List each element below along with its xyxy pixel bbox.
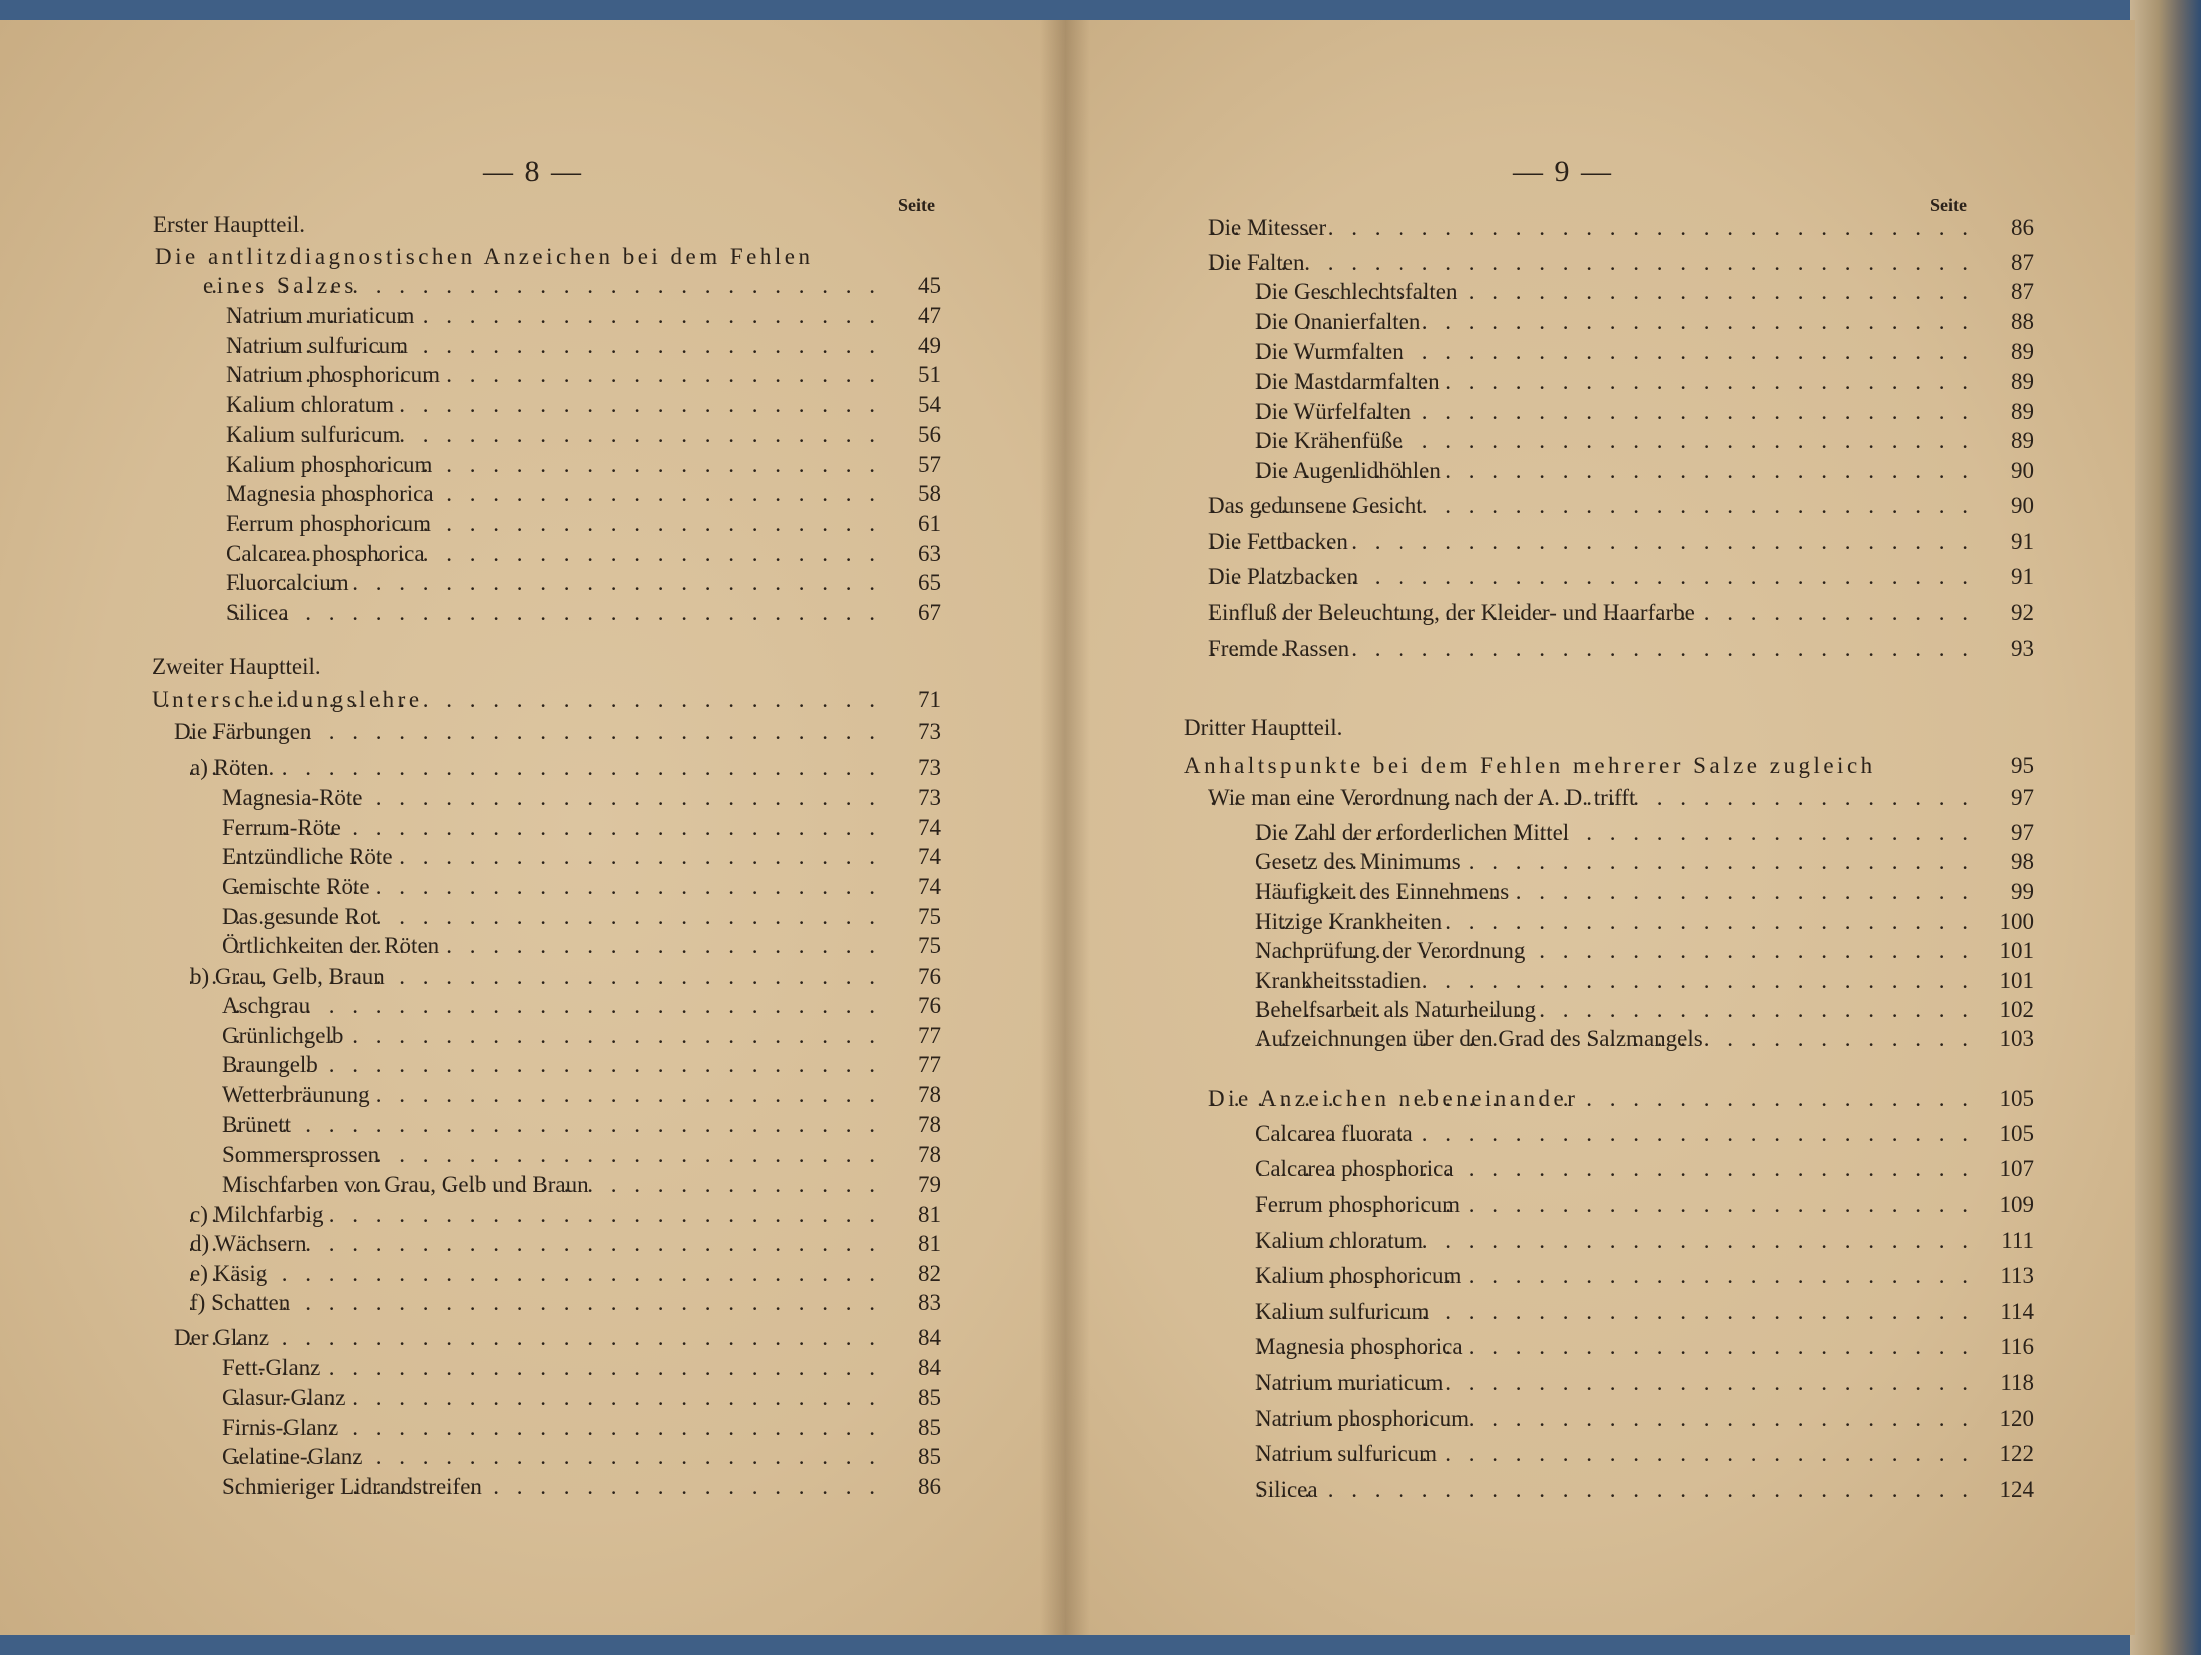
part-heading: Zweiter Hauptteil. [152, 654, 321, 679]
toc-entry-page: 111 [2001, 1228, 2034, 1253]
toc-entry-title: Aschgrau [222, 993, 311, 1018]
toc-entry-page: 90 [2011, 493, 2034, 518]
toc-entry-title: Kalium sulfuricum [1255, 1299, 1430, 1324]
toc-entry-page: 58 [918, 481, 941, 507]
toc-entry [226, 509, 941, 539]
toc-entry-page: 84 [918, 1325, 941, 1350]
toc-entry: Anhaltspunkte bei dem Fehlen mehrerer Salze zugleich 95 [1184, 753, 2034, 778]
toc-entry [1255, 397, 2034, 427]
right-page [1065, 20, 2135, 1635]
toc-entry-title: Hitzige Krankheiten [1255, 909, 1443, 934]
toc-entry [190, 1200, 941, 1230]
toc-entry-page: 109 [1999, 1192, 2034, 1217]
toc-entry-page: 91 [2011, 529, 2034, 554]
toc-entry-page: 57 [918, 451, 941, 477]
part-heading: Erster Hauptteil. [153, 212, 306, 237]
toc-entry [1255, 426, 2034, 456]
toc-entry-title: d) Wächsern [190, 1231, 307, 1256]
toc-entry [222, 1442, 941, 1472]
toc-entry-page: 63 [918, 540, 941, 566]
toc-entry-page: 86 [2011, 215, 2034, 240]
toc-entry-page: 75 [918, 933, 941, 958]
toc-entry-page: 54 [918, 392, 941, 418]
toc-entry: . . . eines Salzes 45 [203, 271, 941, 301]
toc-entry-title: Die Würfelfalten [1255, 399, 1412, 424]
toc-entry-page: 56 [918, 421, 941, 447]
toc-entry-page: 73 [918, 755, 941, 780]
toc-entry-title: Magnesia phosphorica [226, 481, 434, 507]
toc-entry-page: 49 [918, 332, 941, 358]
toc-entry-title: Firnis-Glanz [222, 1415, 339, 1440]
book-edge [2130, 0, 2201, 1655]
toc-entry [1255, 847, 2034, 877]
toc-entry-page: 77 [918, 1023, 941, 1048]
toc-entry-title: Calcarea phosphorica [226, 540, 425, 566]
toc-entry [190, 1288, 941, 1318]
toc-entry-page: 73 [918, 785, 941, 810]
toc-entry-page: 116 [2000, 1334, 2034, 1359]
toc-entry-title: Entzündliche Röte [222, 844, 393, 869]
left-page [0, 20, 1065, 1635]
toc-entry [190, 753, 941, 783]
toc-entry-title: Kalium phosphoricum [1255, 1263, 1462, 1288]
toc-entry-title: Die Augenlidhöhlen [1255, 458, 1441, 483]
toc-entry [222, 1110, 941, 1140]
book-gutter [1040, 20, 1090, 1635]
toc-entry [222, 1080, 941, 1110]
toc-entry-title: Örtlichkeiten der Röten [222, 933, 440, 958]
toc-entry [222, 1050, 941, 1080]
toc-entry [222, 842, 941, 872]
toc-entry [1208, 634, 2034, 664]
page-number: — 9 — [1513, 155, 1613, 188]
toc-entry-title: a) Röten. [190, 755, 275, 780]
toc-entry [1255, 966, 2034, 996]
toc-entry-page: 81 [918, 1202, 941, 1227]
toc-entry-page: 87 [2011, 279, 2034, 304]
toc-entry-title: Krankheitsstadien [1255, 968, 1422, 993]
toc-entry [222, 783, 941, 813]
toc-entry [1255, 1332, 2034, 1362]
toc-entry [1255, 1261, 2034, 1291]
toc-entry-page: 89 [2011, 369, 2034, 394]
toc-entry-title: Magnesia-Röte [222, 785, 363, 810]
toc-entry-title: Kalium chloratum [226, 392, 394, 418]
toc-entry-page: 74 [918, 815, 941, 840]
toc-entry [1255, 1024, 2034, 1054]
toc-entry-title: Die Onanierfalten [1255, 309, 1421, 334]
seite-label: Seite [898, 195, 935, 215]
toc-entry-page: 76 [918, 964, 941, 989]
toc-entry-page: 73 [918, 719, 941, 744]
toc-entry-page: 102 [1999, 997, 2034, 1022]
toc-entry-title: Gemischte Röte [222, 874, 370, 899]
toc-entry [1255, 307, 2034, 337]
toc-entry-page: 74 [918, 874, 941, 899]
toc-entry-page: 107 [1999, 1156, 2034, 1181]
page-number: — 8 — [483, 155, 583, 188]
toc-entry [1255, 995, 2034, 1025]
toc-entry [1255, 1154, 2034, 1184]
toc-entry-page: 88 [2011, 309, 2034, 334]
toc-entry [1208, 248, 2034, 278]
toc-entry-page: 92 [2011, 600, 2034, 625]
toc-entry-page: 82 [918, 1261, 941, 1286]
toc-entry-page: 85 [918, 1444, 941, 1469]
toc-entry-title: Die Zahl der erforderlichen Mittel [1255, 820, 1570, 845]
toc-entry: . . . Die Anzeichen nebeneinander 105 [1208, 1084, 2034, 1114]
toc-entry [1208, 527, 2034, 557]
toc-entry-title: Fremde Rassen [1208, 636, 1350, 661]
toc-entry [222, 1383, 941, 1413]
toc-entry-title: Natrium phosphoricum [1255, 1406, 1469, 1431]
toc-entry-title: Der Glanz [174, 1325, 270, 1350]
toc-entry-title: Sommersprossen [222, 1142, 380, 1167]
toc-entry-title: Behelfsarbeit als Naturheilung [1255, 997, 1537, 1022]
toc-entry-page: 78 [918, 1112, 941, 1137]
toc-entry [222, 902, 941, 932]
toc-entry-page: 101 [1999, 968, 2034, 993]
toc-entry-title: Gesetz des Minimums [1255, 849, 1461, 874]
toc-entry-page: 120 [1999, 1406, 2034, 1431]
toc-entry [1208, 213, 2034, 243]
toc-entry [1208, 598, 2034, 628]
toc-entry-title: Nachprüfung der Verordnung [1255, 938, 1526, 963]
toc-entry [190, 962, 941, 992]
toc-entry [226, 539, 941, 569]
toc-entry [222, 872, 941, 902]
toc-entry-title: Die Mitesser [1208, 215, 1327, 240]
toc-entry [222, 1353, 941, 1383]
toc-entry-page: 98 [2011, 849, 2034, 874]
toc-entry [190, 1229, 941, 1259]
toc-entry-title: Brünett [222, 1112, 291, 1137]
toc-entry [226, 390, 941, 420]
toc-entry-title: Häufigkeit des Einnehmens [1255, 879, 1510, 904]
toc-entry [1255, 1368, 2034, 1398]
toc-entry-page: 85 [918, 1385, 941, 1410]
toc-entry-page: 51 [918, 362, 941, 388]
toc-entry-title: Ferrum-Röte [222, 815, 341, 840]
toc-entry-page: 77 [918, 1052, 941, 1077]
toc-entry-page: 103 [1999, 1026, 2034, 1051]
toc-entry-page: 74 [918, 844, 941, 869]
toc-entry-page: 76 [918, 993, 941, 1018]
toc-entry [1255, 1190, 2034, 1220]
toc-entry [1208, 562, 2034, 592]
toc-entry-title: Natrium phosphoricum [226, 362, 440, 388]
toc-entry-title: Magnesia phosphorica [1255, 1334, 1463, 1359]
toc-entry [222, 1140, 941, 1170]
toc-entry [1255, 1119, 2034, 1149]
toc-entry-title: Natrium sulfuricum [1255, 1441, 1438, 1466]
toc-entry-title: Natrium muriaticum [1255, 1370, 1444, 1395]
toc-entry-page: 100 [1999, 909, 2034, 934]
toc-entry [1255, 936, 2034, 966]
toc-entry [222, 991, 941, 1021]
toc-entry [1255, 277, 2034, 307]
toc-entry [174, 717, 941, 747]
toc-entry-page: 105 [1999, 1121, 2034, 1146]
toc-entry [226, 568, 941, 598]
toc-entry-title: Die Färbungen [174, 719, 312, 744]
toc-entry [1255, 456, 2034, 486]
toc-entry [226, 598, 941, 628]
toc-entry-title: Wetterbräunung [222, 1082, 370, 1107]
toc-entry [222, 931, 941, 961]
toc-entry-page: 67 [918, 600, 941, 625]
toc-entry-title: Die Fettbacken [1208, 529, 1348, 554]
toc-entry-title: Das gedunsene Gesicht [1208, 493, 1423, 518]
toc-entry-title: Wie man eine Verordnung nach der A. D. trifft [1208, 785, 1636, 810]
toc-entry [1255, 337, 2034, 367]
toc-entry-page: 75 [918, 904, 941, 929]
toc-entry-page: 124 [1999, 1477, 2034, 1502]
toc-entry [226, 360, 941, 390]
toc-entry [1255, 818, 2034, 848]
toc-entry-title: Glasur-Glanz [222, 1385, 346, 1410]
toc-entry-page: 89 [2011, 399, 2034, 424]
toc-entry-page: 114 [2000, 1299, 2034, 1324]
toc-entry-page: 61 [918, 510, 941, 536]
toc-entry-page: 113 [2000, 1263, 2034, 1288]
toc-entry-page: 79 [918, 1172, 941, 1197]
toc-entry-title: Die Falten [1208, 250, 1305, 275]
toc-entry-title: c) Milchfarbig [190, 1202, 324, 1227]
toc-entry-title: Die Wurmfalten [1255, 339, 1404, 364]
toc-entry [1255, 1439, 2034, 1469]
toc-entry-title: Calcarea fluorata [1255, 1121, 1413, 1146]
toc-entry-title: Die Mastdarmfalten [1255, 369, 1440, 394]
toc-entry-title: Ferrum phosphoricum [226, 510, 432, 536]
part-heading: Dritter Hauptteil. [1184, 715, 1343, 740]
toc-entry [190, 1259, 941, 1289]
toc-entry [222, 1472, 941, 1502]
toc-entry [222, 813, 941, 843]
toc-entry-title: Kalium sulfuricum [226, 421, 401, 447]
toc-entry [1255, 877, 2034, 907]
toc-entry-title: Gelatine-Glanz [222, 1444, 363, 1469]
toc-entry [1255, 1226, 2034, 1256]
toc-entry-title: f) Schatten [190, 1290, 291, 1315]
toc-entry-title: Mischfarben von Grau, Gelb und Braun [222, 1172, 589, 1197]
toc-entry-page: 47 [918, 303, 941, 328]
toc-entry-title: Fluorcalcium [226, 570, 349, 596]
toc-entry-page: 86 [918, 1474, 941, 1499]
toc-entry-page: 93 [2011, 636, 2034, 661]
toc-entry-page: 78 [918, 1082, 941, 1107]
toc-entry-page: 89 [2011, 339, 2034, 364]
toc-entry [222, 1021, 941, 1051]
toc-entry-title: Ferrum phosphoricum [1255, 1192, 1461, 1217]
toc-entry-title: Die Krähenfüße [1255, 428, 1403, 453]
toc-entry-title: Einfluß der Beleuchtung, der Kleider- und Haarfarbe [1208, 600, 1695, 625]
toc-entry [226, 301, 941, 331]
toc-entry-page: 91 [2011, 564, 2034, 589]
toc-entry [1255, 1404, 2034, 1434]
toc-entry-page: 118 [2000, 1370, 2034, 1395]
toc-entry [226, 331, 941, 361]
toc-entry [1208, 783, 2034, 813]
toc-entry [222, 1170, 941, 1200]
toc-entry-title: b) Grau, Gelb, Braun [190, 964, 385, 989]
toc-entry-page: 87 [2011, 250, 2034, 275]
part-title: Die antlitzdiagnostischen Anzeichen bei dem Fehlen [155, 244, 814, 269]
toc-entry-page: 85 [918, 1415, 941, 1440]
toc-entry-title: Das gesunde Rot [222, 904, 378, 929]
toc-entry [1208, 491, 2034, 521]
toc-entry-title: Kalium chloratum [1255, 1228, 1423, 1253]
seite-label: Seite [1930, 195, 1967, 215]
toc-entry-page: 84 [918, 1355, 941, 1380]
toc-entry-page: 81 [918, 1231, 941, 1256]
toc-entry-page: 90 [2011, 458, 2034, 483]
toc-entry-page: 97 [2011, 820, 2034, 845]
toc-entry-title: Kalium phosphoricum [226, 451, 433, 477]
toc-entry-title: Die Geschlechtsfalten [1255, 279, 1458, 304]
toc-entry [1255, 1297, 2034, 1327]
toc-entry [226, 479, 941, 509]
toc-entry-page: 101 [1999, 938, 2034, 963]
toc-entry-page: 122 [1999, 1441, 2034, 1466]
toc-entry-title: e) Käsig [190, 1261, 268, 1286]
toc-entry-page: 83 [918, 1290, 941, 1315]
toc-entry-title: Grünlichgelb [222, 1023, 344, 1048]
toc-entry-title: Braungelb [222, 1052, 318, 1077]
toc-entry-title: Natrium muriaticum [226, 303, 415, 328]
toc-entry [174, 1323, 941, 1353]
toc-entry [1255, 1475, 2034, 1505]
toc-entry-page: 65 [918, 570, 941, 596]
toc-entry: . . . Unterscheidungslehre 71 [152, 685, 941, 715]
toc-entry-page: 89 [2011, 428, 2034, 453]
toc-entry [1255, 367, 2034, 397]
toc-entry-page: 99 [2011, 879, 2034, 904]
toc-entry [1255, 907, 2034, 937]
toc-entry-page: 97 [2011, 785, 2034, 810]
toc-entry [226, 450, 941, 480]
toc-entry-title: Calcarea phosphorica [1255, 1156, 1454, 1181]
toc-entry-title: Natrium sulfuricum [226, 332, 409, 358]
toc-entry-title: Fett-Glanz [222, 1355, 321, 1380]
toc-entry-title: Aufzeichnungen über den Grad des Salzmangels [1255, 1026, 1703, 1051]
toc-entry [226, 420, 941, 450]
toc-entry [222, 1413, 941, 1443]
toc-entry-title: Die Platzbacken [1208, 564, 1359, 589]
toc-entry-title: Silicea [226, 600, 289, 625]
toc-entry-title: Silicea [1255, 1477, 1318, 1502]
toc-entry-title: Schmieriger Lidrandstreifen [222, 1474, 482, 1499]
toc-entry-page: 78 [918, 1142, 941, 1167]
